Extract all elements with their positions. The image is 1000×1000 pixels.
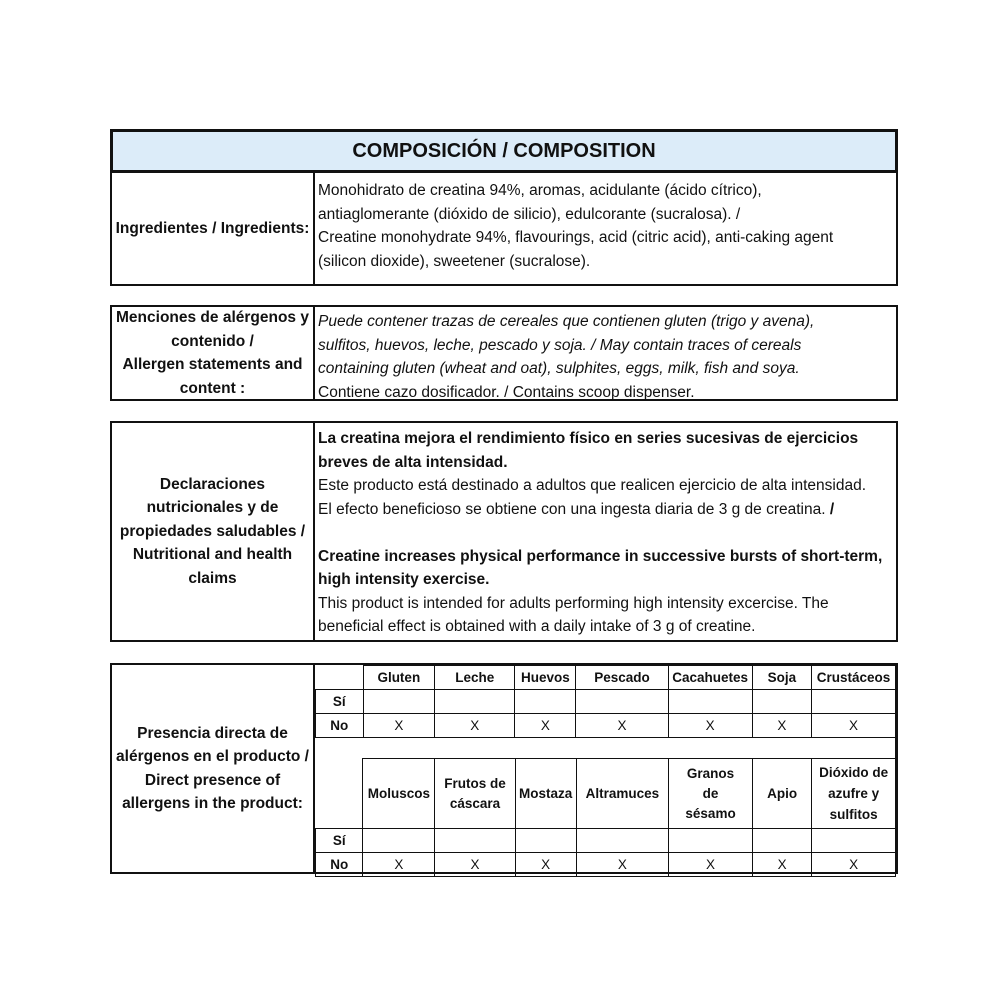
allergen-header: Apio bbox=[752, 759, 811, 829]
allergen-statements-text bbox=[315, 307, 896, 399]
claim-en-bold: high intensity exercise. bbox=[318, 571, 490, 588]
label-line: propiedades saludables / bbox=[119, 522, 306, 540]
label-line: Menciones de alérgenos y bbox=[116, 309, 309, 326]
label-line: Presencia directa de bbox=[137, 724, 288, 742]
allergen-header: Dióxido de azufre y sulfitos bbox=[812, 759, 896, 829]
composition-title bbox=[110, 129, 898, 173]
row-label-no: No bbox=[316, 853, 363, 877]
allergen-header: Leche bbox=[435, 666, 515, 690]
allergen-header: Huevos bbox=[515, 666, 576, 690]
yes-cell bbox=[576, 829, 669, 853]
allergen-header: Frutos de cáscara bbox=[435, 759, 515, 829]
corner-cell bbox=[316, 666, 364, 690]
yes-cell bbox=[363, 829, 435, 853]
no-mark: X bbox=[812, 714, 896, 738]
label-line: nutricionales y de bbox=[146, 499, 279, 517]
claims-label bbox=[112, 423, 315, 640]
ingredients-section bbox=[110, 171, 898, 286]
no-mark: X bbox=[752, 714, 812, 738]
no-mark: X bbox=[515, 853, 576, 877]
allergen-header: Gluten bbox=[363, 666, 435, 690]
no-mark: X bbox=[435, 853, 515, 877]
yes-cell bbox=[812, 690, 896, 714]
yes-cell bbox=[669, 829, 753, 853]
ingredients-line: Monohidrato de creatina 94%, aromas, acidulante (ácido cítrico), bbox=[318, 182, 762, 199]
allergen-header: Granos de sésamo bbox=[669, 759, 753, 829]
row-label-no: No bbox=[316, 714, 364, 738]
claims-section bbox=[110, 421, 898, 642]
label-line: Declaraciones bbox=[159, 475, 266, 493]
blank-line bbox=[318, 521, 894, 545]
allergen-header: Moluscos bbox=[363, 759, 435, 829]
ingredients-line: (silicon dioxide), sweetener (sucralose). bbox=[318, 252, 591, 270]
row-label-yes: Sí bbox=[316, 829, 363, 853]
yes-cell bbox=[435, 829, 515, 853]
yes-cell bbox=[363, 690, 435, 714]
no-mark: X bbox=[515, 714, 576, 738]
no-mark: X bbox=[752, 853, 811, 877]
allergen-header: Soja bbox=[752, 666, 812, 690]
yes-cell bbox=[515, 690, 576, 714]
label-line: allergens in the product: bbox=[122, 795, 303, 812]
claim-es-bold: breves de alta intensidad. bbox=[318, 453, 508, 471]
page-title: COMPOSICIÓN / COMPOSITION bbox=[352, 139, 656, 162]
allergen-line: containing gluten (wheat and oat), sulphites, eggs, milk, fish and soya. bbox=[318, 360, 800, 377]
allergen-table-bottom bbox=[315, 758, 896, 877]
yes-cell bbox=[812, 829, 896, 853]
no-mark: X bbox=[812, 853, 896, 877]
allergen-header: Mostaza bbox=[515, 759, 576, 829]
claim-es-text: El efecto beneficioso se obtiene con una ingesta diaria de 3 g de creatina. bbox=[318, 500, 830, 518]
yes-cell bbox=[515, 829, 576, 853]
allergen-presence-label bbox=[112, 665, 315, 872]
label-line: claims bbox=[188, 569, 237, 587]
yes-cell bbox=[576, 690, 668, 714]
allergen-line: sulfitos, huevos, leche, pescado y soja. / May contain traces of cereals bbox=[318, 336, 802, 354]
spacer-cell bbox=[316, 738, 364, 759]
claim-es bbox=[318, 498, 894, 522]
corner-cell bbox=[316, 759, 363, 829]
allergen-statements-label bbox=[112, 307, 315, 399]
yes-cell bbox=[752, 829, 811, 853]
allergen-line: Puede contener trazas de cereales que contienen gluten (trigo y avena), bbox=[318, 313, 815, 330]
no-mark: X bbox=[576, 714, 668, 738]
allergen-header: Pescado bbox=[576, 666, 668, 690]
no-mark: X bbox=[363, 853, 435, 877]
claims-text bbox=[315, 423, 896, 640]
label-line: Direct presence of bbox=[144, 771, 281, 789]
label-line: alérgenos en el producto / bbox=[116, 748, 309, 765]
ingredients-line: Creatine monohydrate 94%, flavourings, acid (citric acid), anti-caking agent bbox=[318, 229, 834, 246]
claim-en: This product is intended for adults performing high intensity excercise. The bbox=[318, 594, 829, 612]
no-mark: X bbox=[669, 853, 753, 877]
yes-cell bbox=[668, 690, 752, 714]
ingredients-text bbox=[315, 173, 896, 284]
allergen-header: Crustáceos bbox=[812, 666, 896, 690]
label-line: Nutritional and health bbox=[132, 546, 293, 564]
yes-cell bbox=[435, 690, 515, 714]
spacer-cell bbox=[363, 738, 895, 759]
allergen-presence-section bbox=[110, 663, 898, 874]
ingredients-label: Ingredientes / Ingredients: bbox=[112, 173, 315, 284]
claim-en-bold: Creatine increases physical performance in successive bursts of short-term, bbox=[318, 547, 883, 565]
no-mark: X bbox=[576, 853, 669, 877]
claim-es: Este producto está destinado a adultos que realicen ejercicio de alta intensidad. bbox=[318, 477, 867, 494]
ingredients-line: antiaglomerante (dióxido de silicio), edulcorante (sucralosa). / bbox=[318, 205, 741, 223]
allergen-table-top bbox=[315, 665, 896, 759]
no-mark: X bbox=[668, 714, 752, 738]
allergen-header: Altramuces bbox=[576, 759, 669, 829]
yes-cell bbox=[752, 690, 812, 714]
label-line: Allergen statements and bbox=[122, 356, 303, 373]
label-line: contenido / bbox=[171, 332, 254, 350]
claim-en: beneficial effect is obtained with a daily intake of 3 g of creatine. bbox=[318, 618, 756, 635]
label-line: content : bbox=[179, 379, 246, 397]
allergen-statements-section bbox=[110, 305, 898, 401]
no-mark: X bbox=[435, 714, 515, 738]
claim-es-bold: La creatina mejora el rendimiento físico en series sucesivas de ejercicios bbox=[318, 430, 859, 447]
no-mark: X bbox=[363, 714, 435, 738]
allergen-header: Cacahuetes bbox=[668, 666, 752, 690]
scoop-line: Contiene cazo dosificador. / Contains scoop dispenser. bbox=[318, 383, 695, 401]
row-label-yes: Sí bbox=[316, 690, 364, 714]
claim-separator: / bbox=[829, 500, 835, 518]
